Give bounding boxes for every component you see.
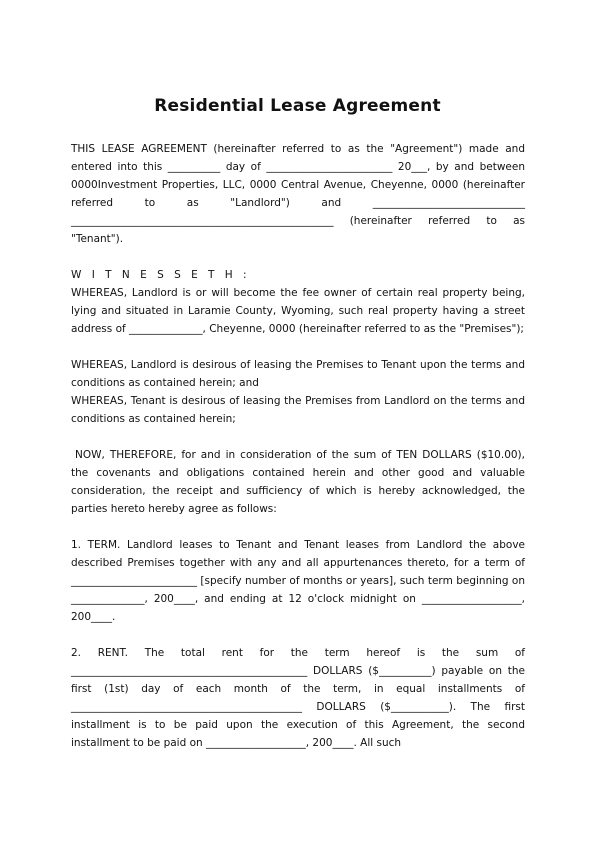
rent-clause: 2. RENT. The total rent for the term hereof is the sum of _____________________________________________ DOLLARS ($__________) payable on the first (1st) day of each month of the term, in equal installments of ____________________________________________ DOLLARS ($___________). The first installment is to be paid upon the execution of this Agreement, the second installment to be paid on ___________________, 200____. All such <box>71 647 525 749</box>
whereas-paragraph-2: WHEREAS, Landlord is desirous of leasing the Premises to Tenant upon the terms and conditions as contained herein; and <box>71 359 525 389</box>
intro-paragraph: THIS LEASE AGREEMENT (hereinafter referred to as the "Agreement") made and entered into this __________ day of ________________________ 20___, by and between 0000Investment Properties, LLC, 0000 Central Avenue, Cheyenne, 0000 (hereinafter referred to as "Landlord") and _____________________________ __________________________________________________ (hereinafter referred to as "Tenant"). <box>71 143 525 245</box>
term-clause: 1. TERM. Landlord leases to Tenant and Tenant leases from Landlord the above described Premises together with any and all appurtenances thereto, for a term of ________________________ [specify number of months or years], such term beginning on ______________, 200____, and ending at 12 o'clock midnight on ___________________, 200____. <box>71 539 525 623</box>
document-body <box>71 140 525 752</box>
now-therefore-paragraph: NOW, THEREFORE, for and in consideration of the sum of TEN DOLLARS ($10.00), the covenants and obligations contained herein and other good and valuable consideration, the receipt and sufficiency of which is hereby acknowledged, the parties hereto hereby agree as follows: <box>71 449 525 515</box>
whereas-paragraph-1: WHEREAS, Landlord is or will become the fee owner of certain real property being, lying and situated in Laramie County, Wyoming, such real property having a street address of ______________, Cheyenne, 0000 (hereinafter referred to as the "Premises"); <box>71 287 525 335</box>
witnesseth-heading: W I T N E S S E T H : <box>71 269 251 281</box>
whereas-paragraph-3: WHEREAS, Tenant is desirous of leasing the Premises from Landlord on the terms and conditions as contained herein; <box>71 395 525 425</box>
document-title: Residential Lease Agreement <box>154 96 441 116</box>
